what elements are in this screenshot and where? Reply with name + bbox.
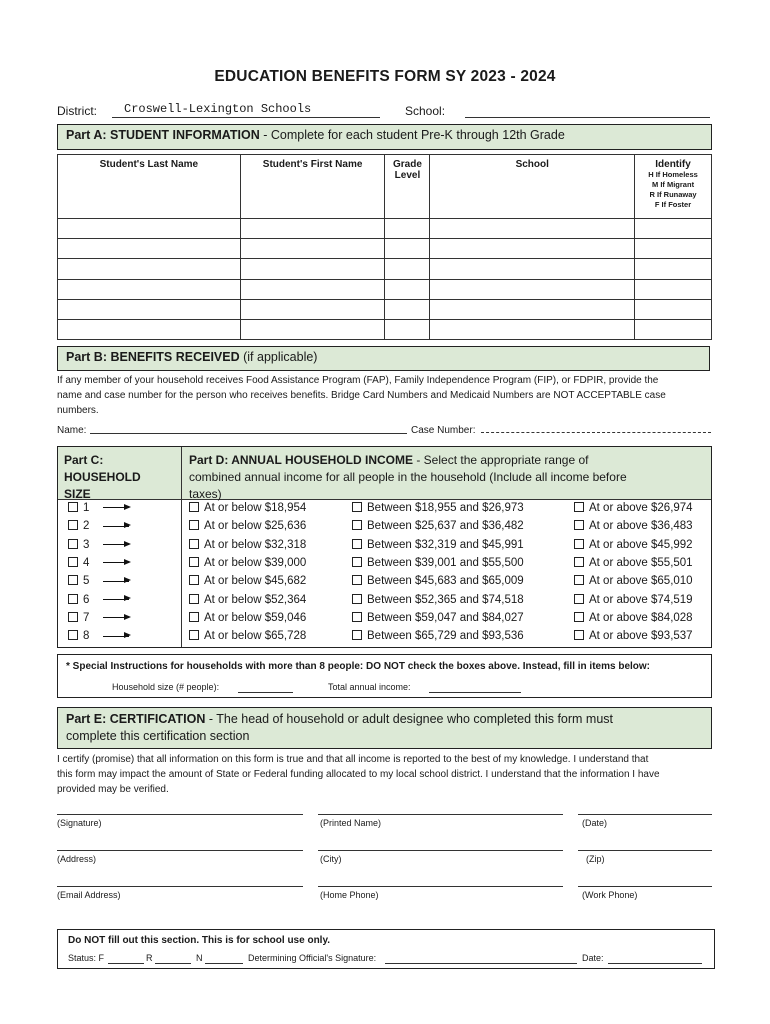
part-e-header: Part E: CERTIFICATION - The head of household or adult designee who completed this form must complete this certification section	[57, 707, 712, 749]
col-school: School	[430, 155, 635, 219]
checkbox-icon[interactable]	[352, 502, 362, 512]
printed-name-field[interactable]	[318, 814, 563, 815]
checkbox-icon[interactable]	[352, 539, 362, 549]
household-size-field[interactable]	[238, 692, 293, 693]
household-size-option[interactable]: 3	[68, 539, 129, 551]
household-size-option[interactable]: 4	[68, 557, 129, 569]
district-value[interactable]: Croswell-Lexington Schools	[124, 102, 312, 116]
checkbox-icon[interactable]	[68, 594, 78, 604]
income-below-option[interactable]: At or below $45,682	[189, 575, 306, 587]
arrow-right-icon	[103, 581, 129, 582]
checkbox-icon[interactable]	[574, 520, 584, 530]
part-d-heading: Part D: ANNUAL HOUSEHOLD INCOME - Select the appropriate range of combined annual income for all people in the household (Include all income before taxes)	[189, 453, 627, 501]
checkbox-icon[interactable]	[189, 594, 199, 604]
total-income-label: Total annual income:	[328, 682, 411, 692]
district-line	[112, 117, 380, 118]
total-income-field[interactable]	[429, 692, 521, 693]
checkbox-icon[interactable]	[352, 594, 362, 604]
part-e-heading: Part E: CERTIFICATION	[66, 712, 206, 726]
city-field[interactable]	[318, 850, 563, 851]
checkbox-icon[interactable]	[574, 539, 584, 549]
school-date-field[interactable]	[608, 963, 702, 964]
official-signature-field[interactable]	[385, 963, 577, 964]
status-n-field[interactable]	[205, 963, 243, 964]
address-caption: (Address)	[57, 854, 97, 864]
part-b-heading: Part B: BENEFITS RECEIVED	[66, 350, 240, 364]
household-size-option[interactable]: 2	[68, 520, 129, 532]
district-label: District:	[57, 104, 97, 118]
income-between-option[interactable]: Between $25,637 and $36,482	[352, 520, 524, 532]
income-below-option[interactable]: At or below $52,364	[189, 594, 306, 606]
income-below-option[interactable]: At or below $32,318	[189, 539, 306, 551]
date-field[interactable]	[578, 814, 712, 815]
col-last-name: Student's Last Name	[58, 155, 241, 219]
form-title: EDUCATION BENEFITS FORM SY 2023 - 2024	[214, 68, 556, 85]
certification-text: I certify (promise) that all information on this form is true and that all income is reported to the best of my knowledge. I understand that this form may impact the amount of State or Federal funding allocated to my local school district. I understand that the information I have provided may be verified.	[57, 754, 660, 795]
checkbox-icon[interactable]	[68, 557, 78, 567]
status-f-label: Status: F	[68, 953, 105, 963]
part-a-header	[57, 124, 712, 150]
income-between-option[interactable]: Between $45,683 and $65,009	[352, 575, 524, 587]
checkbox-icon[interactable]	[189, 539, 199, 549]
income-between-option[interactable]: Between $32,319 and $45,991	[352, 539, 524, 551]
case-number-label: Case Number:	[411, 425, 476, 436]
checkbox-icon[interactable]	[352, 557, 362, 567]
checkbox-icon[interactable]	[352, 630, 362, 640]
checkbox-icon[interactable]	[574, 557, 584, 567]
arrow-right-icon	[103, 636, 129, 637]
checkbox-icon[interactable]	[189, 575, 199, 585]
income-below-option[interactable]: At or below $65,728	[189, 630, 306, 642]
student-row	[58, 239, 712, 259]
household-size-label: Household size (# people):	[112, 682, 220, 692]
school-date-label: Date:	[582, 953, 604, 963]
arrow-right-icon	[103, 599, 129, 600]
part-a-heading: Part A: STUDENT INFORMATION	[66, 128, 260, 142]
income-above-option[interactable]: At or above $74,519	[574, 594, 693, 606]
checkbox-icon[interactable]	[574, 630, 584, 640]
checkbox-icon[interactable]	[574, 594, 584, 604]
income-above-option[interactable]: At or above $93,537	[574, 630, 693, 642]
income-between-option[interactable]: Between $59,047 and $84,027	[352, 612, 524, 624]
part-b-subheading: (if applicable)	[239, 350, 318, 364]
income-below-option[interactable]: At or below $18,954	[189, 502, 306, 514]
student-row	[58, 320, 712, 340]
checkbox-icon[interactable]	[68, 630, 78, 640]
household-size-option[interactable]: 7	[68, 612, 129, 624]
school-use-heading: Do NOT fill out this section. This is for school use only.	[68, 935, 331, 946]
arrow-right-icon	[103, 617, 129, 618]
checkbox-icon[interactable]	[68, 502, 78, 512]
checkbox-icon[interactable]	[189, 630, 199, 640]
zip-field[interactable]	[578, 850, 712, 851]
email-caption: (Email Address)	[57, 890, 121, 900]
checkbox-icon[interactable]	[68, 539, 78, 549]
income-between-option[interactable]: Between $52,365 and $74,518	[352, 594, 524, 606]
income-above-option[interactable]: At or above $84,028	[574, 612, 693, 624]
date-caption: (Date)	[582, 818, 608, 828]
arrow-right-icon	[103, 507, 129, 508]
income-below-option[interactable]: At or below $25,636	[189, 520, 306, 532]
arrow-right-icon	[103, 562, 129, 563]
official-signature-label: Determining Official's Signature:	[248, 953, 377, 963]
status-n-label: N	[196, 953, 203, 963]
income-above-option[interactable]: At or above $36,483	[574, 520, 693, 532]
school-label: School:	[405, 104, 446, 118]
part-a-subheading: - Complete for each student Pre-K through 12th Grade	[259, 128, 565, 142]
household-size-option[interactable]: 1	[68, 502, 129, 514]
email-field[interactable]	[57, 886, 303, 887]
arrow-right-icon	[103, 526, 129, 527]
status-r-field[interactable]	[155, 963, 191, 964]
income-between-option[interactable]: Between $39,001 and $55,500	[352, 557, 524, 569]
case-number-field[interactable]	[481, 432, 711, 433]
household-size-option[interactable]: 6	[68, 594, 129, 606]
income-above-option[interactable]: At or above $45,992	[574, 539, 693, 551]
checkbox-icon[interactable]	[352, 575, 362, 585]
student-row	[58, 280, 712, 300]
signature-field[interactable]	[57, 814, 303, 815]
student-row	[58, 259, 712, 280]
income-below-option[interactable]: At or below $59,046	[189, 612, 306, 624]
signature-caption: (Signature)	[57, 818, 102, 828]
income-below-option[interactable]: At or below $39,000	[189, 557, 306, 569]
income-above-option[interactable]: At or above $26,974	[574, 502, 693, 514]
part-b-header	[57, 346, 710, 371]
home-phone-field[interactable]	[318, 886, 563, 887]
work-phone-caption: (Work Phone)	[582, 890, 638, 900]
checkbox-icon[interactable]	[189, 557, 199, 567]
income-between-option[interactable]: Between $18,955 and $26,973	[352, 502, 524, 514]
income-between-option[interactable]: Between $65,729 and $93,536	[352, 630, 524, 642]
checkbox-icon[interactable]	[574, 575, 584, 585]
checkbox-icon[interactable]	[189, 520, 199, 530]
name-label: Name:	[57, 425, 87, 436]
checkbox-icon[interactable]	[352, 612, 362, 622]
zip-caption: (Zip)	[586, 854, 605, 864]
part-c-heading: Part C: HOUSEHOLD SIZE	[64, 453, 141, 501]
printed-name-caption: (Printed Name)	[320, 818, 382, 828]
income-above-option[interactable]: At or above $65,010	[574, 575, 693, 587]
student-row	[58, 300, 712, 320]
household-size-option[interactable]: 8	[68, 630, 129, 642]
checkbox-icon[interactable]	[189, 502, 199, 512]
household-size-option[interactable]: 5	[68, 575, 129, 587]
status-f-field[interactable]	[108, 963, 144, 964]
checkbox-icon[interactable]	[189, 612, 199, 622]
school-field[interactable]	[465, 117, 710, 118]
home-phone-caption: (Home Phone)	[320, 890, 379, 900]
address-field[interactable]	[57, 850, 303, 851]
student-row	[58, 219, 712, 239]
checkbox-icon[interactable]	[574, 502, 584, 512]
checkbox-icon[interactable]	[574, 612, 584, 622]
name-field[interactable]	[90, 433, 407, 434]
col-first-name: Student's First Name	[240, 155, 385, 219]
student-table	[57, 154, 712, 340]
status-r-label: R	[146, 953, 153, 963]
checkbox-icon[interactable]	[68, 575, 78, 585]
checkbox-icon[interactable]	[68, 612, 78, 622]
col-identify: Identify H If Homeless M If Migrant R If Runaway F If Foster	[635, 155, 712, 219]
income-above-option[interactable]: At or above $55,501	[574, 557, 693, 569]
part-b-instructions: If any member of your household receives Food Assistance Program (FAP), Family Independence Program (FIP), or FDPIR, provide the name and case number for the person who receives benefits. Bridge Card Numbers and Medicaid Numbers are NOT ACCEPTABLE case numbers.	[57, 375, 666, 416]
special-instructions-text: * Special Instructions for households with more than 8 people: DO NOT check the boxes above. Instead, fill in items below:	[66, 661, 650, 672]
checkbox-icon[interactable]	[68, 520, 78, 530]
work-phone-field[interactable]	[578, 886, 712, 887]
arrow-right-icon	[103, 544, 129, 545]
checkbox-icon[interactable]	[352, 520, 362, 530]
city-caption: (City)	[320, 854, 342, 864]
col-grade: Grade Level	[385, 155, 430, 219]
